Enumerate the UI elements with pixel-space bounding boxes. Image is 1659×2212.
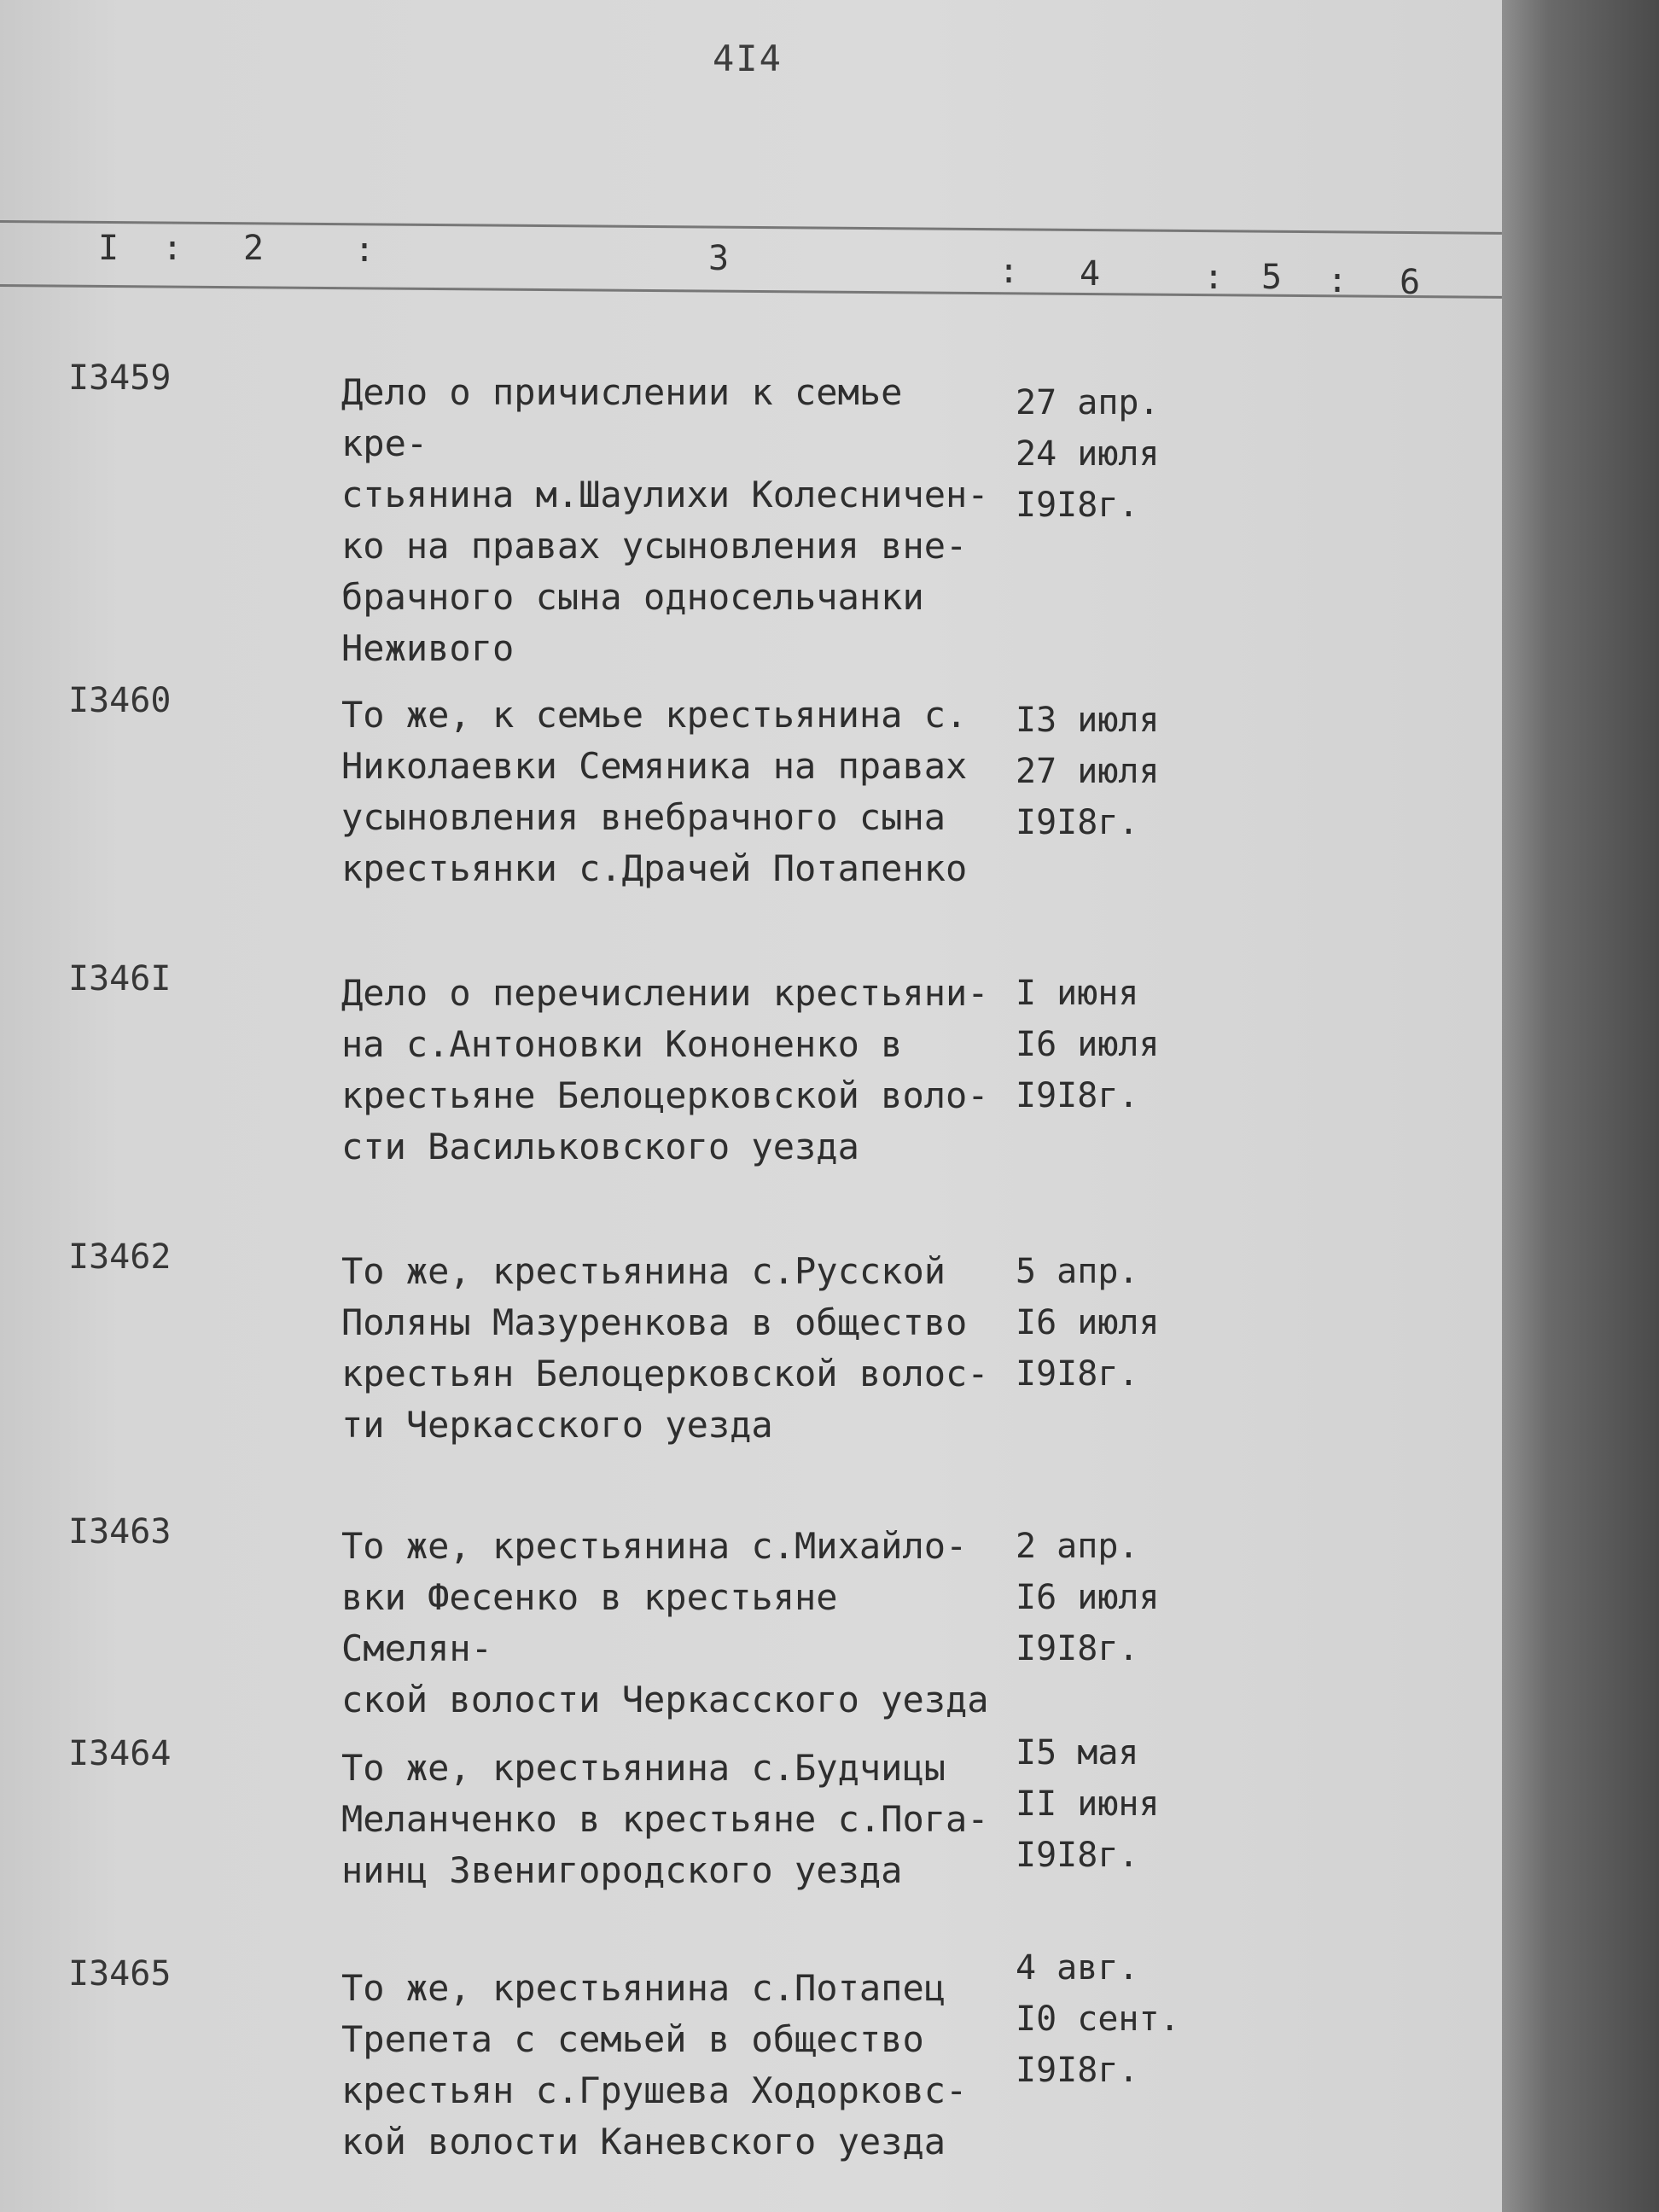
record-number: I3463 (68, 1512, 172, 1551)
record-description: То же, крестьянина с.Потапец Трепета с семьей в общество крестьян с.Грушева Ходорковс- кой волости Каневского уезда (341, 1967, 968, 2163)
column-header-separator: : (1327, 261, 1348, 300)
record-description: То же, крестьянина с.Русской Поляны Мазуренкова в общество крестьян Белоцерковской волос- ти Черкасского уезда (341, 1250, 989, 1446)
record-number: I346I (68, 959, 172, 998)
record-dates: I июня I6 июля I9I8г. (1016, 974, 1160, 1115)
record-number: I3462 (68, 1237, 172, 1277)
column-header-3: 3 (708, 239, 730, 278)
column-header-separator: : (354, 230, 375, 270)
record-description: Дело о перечислении крестьяни- на с.Антоновки Кононенко в крестьяне Белоцерковской воло- сти Васильковского уезда (341, 972, 989, 1167)
record-dates: 5 апр. I6 июля I9I8г. (1016, 1252, 1160, 1394)
column-header-6: 6 (1400, 263, 1421, 302)
record-description: То же, крестьянина с.Будчицы Меланченко в крестьяне с.Пога- нинц Звенигородского уезда (341, 1747, 989, 1891)
page-edge-background (1502, 0, 1659, 2212)
column-header-2: 2 (243, 229, 265, 268)
header-rule-top (0, 220, 1502, 235)
record-description: То же, к семье крестьянина с. Николаевки Семяника на правах усыновления внебрачного сына крестьянки с.Драчей Потапенко (341, 694, 968, 889)
record-number: I3465 (68, 1954, 172, 1994)
page-number: 4I4 (713, 38, 783, 79)
column-header-5: 5 (1261, 258, 1283, 297)
record-dates: 27 апр. 24 июля I9I8г. (1016, 383, 1160, 525)
column-header-4: 4 (1080, 254, 1101, 294)
column-header-separator: : (162, 229, 183, 268)
record-dates: I5 мая II июня I9I8г. (1016, 1733, 1160, 1875)
record-dates: 2 апр. I6 июля I9I8г. (1016, 1527, 1160, 1668)
record-number: I3459 (68, 358, 172, 398)
record-description: Дело о причислении к семье кре- стьянина м.Шаулихи Колесничен- ко на правах усыновления вне- брачного сына односельчанки Неживого (341, 371, 989, 669)
record-number: I3464 (68, 1734, 172, 1773)
record-dates: 4 авг. I0 сент. I9I8г. (1016, 1948, 1180, 2090)
record-description: То же, крестьянина с.Михайло- вки Фесенко в крестьяне Смелян- ской волости Черкасского уезда (341, 1525, 989, 1720)
column-header-1: I (98, 229, 119, 268)
record-number: I3460 (68, 681, 172, 720)
column-header-separator: : (998, 252, 1020, 291)
column-header-separator: : (1203, 258, 1225, 297)
record-dates: I3 июля 27 июля I9I8г. (1016, 701, 1160, 842)
